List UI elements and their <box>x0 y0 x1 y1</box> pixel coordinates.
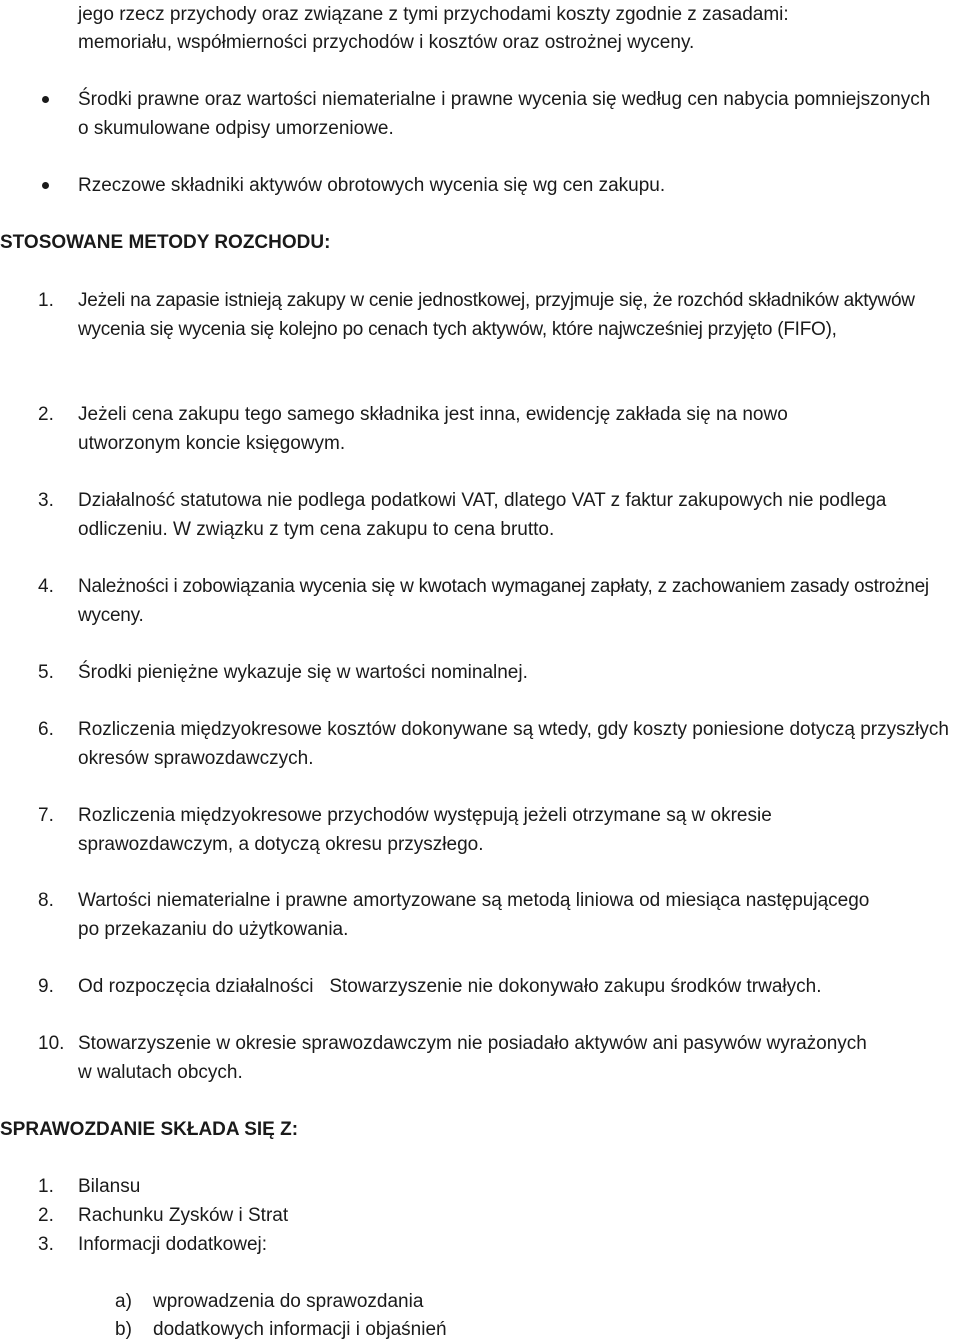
method-text: Wartości niematerialne i prawne amortyzowane są metodą liniowa od miesiąca następującego po przekazaniu do użytkowania. <box>78 890 870 940</box>
method-text: Należności i zobowiązania wycenia się w kwotach wymaganej zapłaty, z zachowaniem zasady ostrożnej wyceny. <box>78 576 929 626</box>
report-number: 1. <box>38 1176 54 1197</box>
method-number: 6. <box>38 719 54 740</box>
method-text: Od rozpoczęcia działalności Stowarzyszenie nie dokonywało zakupu środków trwałych. <box>78 976 822 997</box>
report-number: 3. <box>38 1234 54 1255</box>
report-text: Bilansu <box>78 1176 141 1197</box>
bullet-text: Środki prawne oraz wartości niematerialne i prawne wycenia się według cen nabycia pomniejszonych o skumulowane odpisy umorzeniowe. <box>78 89 931 139</box>
method-number: 10. <box>38 1033 65 1054</box>
method-number: 5. <box>38 662 54 683</box>
method-number: 2. <box>38 404 54 425</box>
subitem-label: a) <box>115 1291 132 1312</box>
method-text: Rozliczenia międzyokresowe przychodów występują jeżeli otrzymane są w okresie sprawozdawczym, a dotyczą okresu przyszłego. <box>78 805 772 855</box>
subitem-label: b) <box>115 1319 132 1340</box>
bullet-dot-icon <box>42 96 49 103</box>
method-number: 4. <box>38 576 54 597</box>
method-text: Stowarzyszenie w okresie sprawozdawczym nie posiadało aktywów ani pasywów wyrażonych w walutach obcych. <box>78 1033 867 1083</box>
method-number: 8. <box>38 890 54 911</box>
report-heading: SPRAWOZDANIE SKŁADA SIĘ Z: <box>0 1119 299 1140</box>
report-text: Informacji dodatkowej: <box>78 1234 268 1255</box>
method-number: 9. <box>38 976 54 997</box>
method-number: 3. <box>38 490 54 511</box>
bullet-text: Rzeczowe składniki aktywów obrotowych wycenia się wg cen zakupu. <box>78 175 666 196</box>
method-text: Środki pieniężne wykazuje się w wartości nominalnej. <box>78 662 528 683</box>
method-text: Rozliczenia międzyokresowe kosztów dokonywane są wtedy, gdy koszty poniesione dotyczą przyszłych okresów sprawozdawczych. <box>78 719 949 769</box>
methods-heading: STOSOWANE METODY ROZCHODU: <box>0 232 331 253</box>
intro-line-2: memoriału, współmierności przychodów i kosztów oraz ostrożnej wyceny. <box>78 32 695 53</box>
method-number: 7. <box>38 805 54 826</box>
method-text: Jeżeli cena zakupu tego samego składnika jest inna, ewidencję zakłada się na nowo utworzonym koncie księgowym. <box>78 404 788 454</box>
bullet-dot-icon <box>42 182 49 189</box>
report-number: 2. <box>38 1205 54 1226</box>
method-number: 1. <box>38 290 54 311</box>
method-text: Jeżeli na zapasie istnieją zakupy w cenie jednostkowej, przyjmuje się, że rozchód składników aktywów wycenia się wycenia się kolejno po cenach tych aktywów, które najwcześniej przyjęto (FIFO), <box>78 290 915 340</box>
subitem-text: dodatkowych informacji i objaśnień <box>153 1319 447 1340</box>
intro-line-1: jego rzecz przychody oraz związane z tymi przychodami koszty zgodnie z zasadami: <box>78 4 789 25</box>
subitem-text: wprowadzenia do sprawozdania <box>153 1291 424 1312</box>
report-text: Rachunku Zysków i Strat <box>78 1205 289 1226</box>
method-text: Działalność statutowa nie podlega podatkowi VAT, dlatego VAT z faktur zakupowych nie podlega odliczeniu. W związku z tym cena zakupu to cena brutto. <box>78 490 887 540</box>
